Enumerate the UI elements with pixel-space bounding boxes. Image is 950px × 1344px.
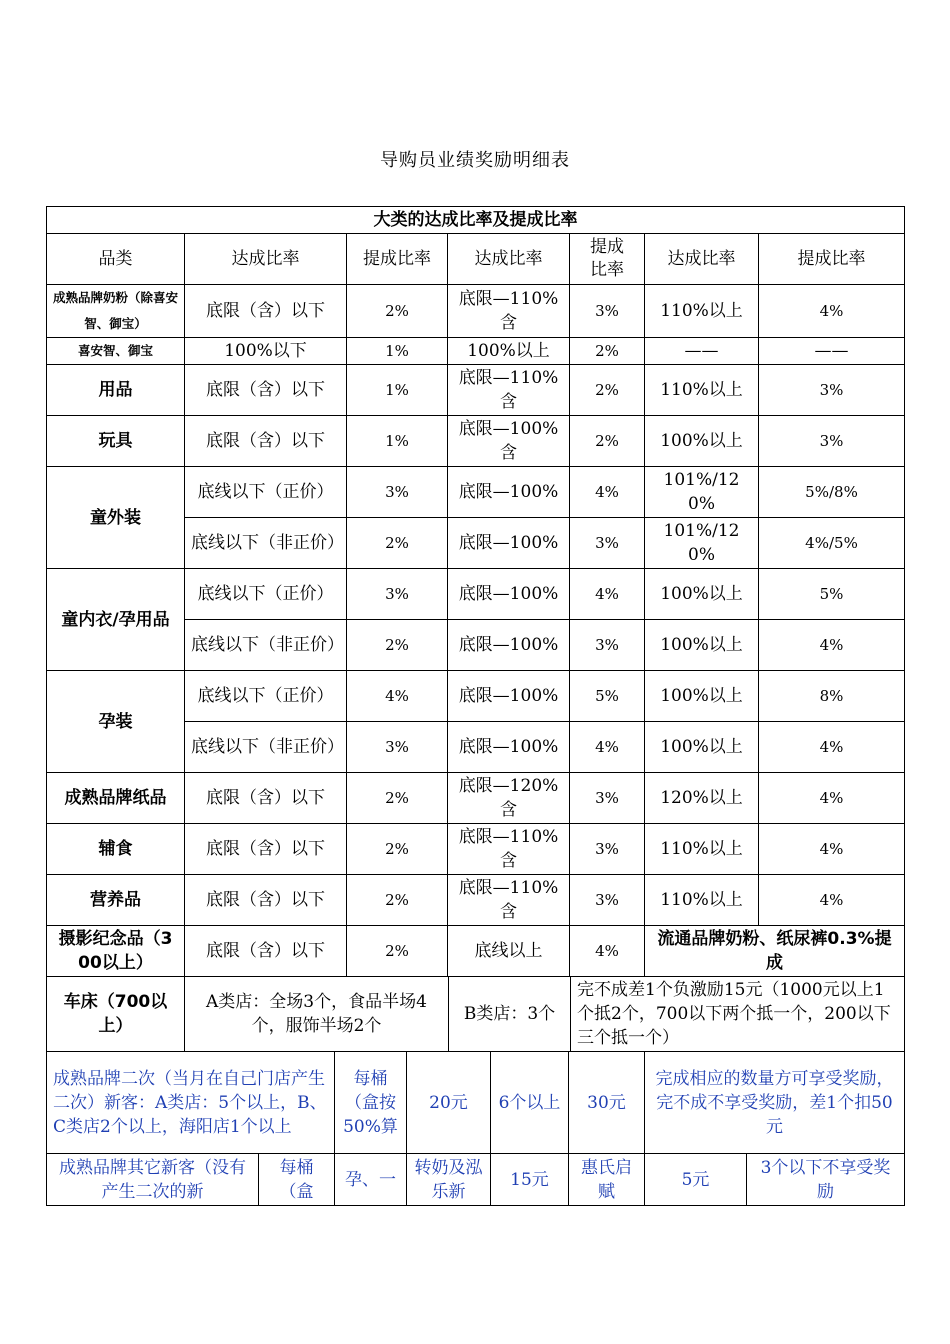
rate-cell: 3% [570, 773, 645, 824]
rate-cell: 3% [759, 416, 905, 467]
unit-cell: 每桶（盒按50%算 [335, 1052, 407, 1154]
achieve-cell: 底限—100% [448, 518, 570, 569]
achieve-cell: 底限（含）以下 [185, 875, 347, 926]
table-row [47, 365, 905, 416]
type-cell: 孕、一 [335, 1154, 407, 1206]
rate-cell: 4% [570, 569, 645, 620]
rate-cell: 2% [347, 285, 448, 338]
achieve-cell: 110%以上 [645, 824, 759, 875]
table-row [47, 416, 905, 467]
rate-cell: 1% [347, 365, 448, 416]
amount-cell: 5元 [645, 1154, 747, 1206]
note-cell: 3个以下不享受奖励 [747, 1154, 905, 1206]
achieve-cell: 底限（含）以下 [185, 365, 347, 416]
rate-cell: 4% [759, 722, 905, 773]
store-b-cell: B类店：3个 [449, 977, 571, 1052]
amount-cell: 15元 [491, 1154, 569, 1206]
rate-cell: 4% [570, 722, 645, 773]
rate-cell: 1% [347, 416, 448, 467]
achieve-cell: 110%以上 [645, 875, 759, 926]
achieve-cell: 110%以上 [645, 285, 759, 338]
achieve-cell: 101%/120% [645, 518, 759, 569]
achieve-cell: 底限—100%含 [448, 416, 570, 467]
header-cell: 品类 [47, 234, 185, 285]
rate-cell: 4% [347, 671, 448, 722]
table-row [47, 824, 905, 875]
category-cell: 孕装 [47, 671, 185, 773]
achieve-cell: 底限—110%含 [448, 365, 570, 416]
achieve-cell: 100%以上 [645, 569, 759, 620]
category-cell: 车床（700以上） [47, 977, 185, 1052]
achieve-cell: 100%以上 [645, 722, 759, 773]
rate-cell: 3% [347, 569, 448, 620]
achieve-cell: 底限（含）以下 [185, 416, 347, 467]
rate-cell: 1% [347, 338, 448, 365]
rate-cell: 3% [759, 365, 905, 416]
table-row [47, 773, 905, 824]
rate-cell: 2% [570, 416, 645, 467]
achieve-cell: 底限—110%含 [448, 875, 570, 926]
achieve-cell: 101%/120% [645, 467, 759, 518]
achieve-cell: 100%以下 [185, 338, 347, 365]
table-row [47, 338, 905, 365]
achieve-cell: 100%以上 [645, 620, 759, 671]
rate-cell: 3% [570, 518, 645, 569]
achieve-cell: 底限—100% [448, 467, 570, 518]
achieve-cell: 底限—100% [448, 722, 570, 773]
store-a-cell: A类店：全场3个，食品半场4个，服饰半场2个 [185, 977, 449, 1052]
table-row [47, 467, 905, 518]
header-row [47, 234, 905, 285]
achieve-cell: 100%以上 [448, 338, 570, 365]
rate-cell: 2% [347, 620, 448, 671]
achieve-cell: 底限—120%含 [448, 773, 570, 824]
achieve-cell: 100%以上 [645, 416, 759, 467]
note-cell: 完成相应的数量方可享受奖励，完不成不享受奖励，差1个扣50元 [645, 1052, 905, 1154]
rate-cell: 2% [570, 365, 645, 416]
unit-cell: 每桶（盒 [259, 1154, 335, 1206]
table-row [47, 671, 905, 722]
achieve-cell: 底线以下（非正价） [185, 722, 347, 773]
brand-cell: 惠氏启赋 [569, 1154, 645, 1206]
achieve-cell: 底线以下（非正价） [185, 620, 347, 671]
table-title: 大类的达成比率及提成比率 [47, 207, 905, 234]
rate-cell: 4% [759, 620, 905, 671]
header-cell: 提成比率 [759, 234, 905, 285]
rate-cell: 5% [759, 569, 905, 620]
table-row [47, 926, 905, 977]
achieve-cell: 底限—100% [448, 620, 570, 671]
rate-cell: 3% [570, 875, 645, 926]
achieve-cell: 底限—110%含 [448, 285, 570, 338]
header-cell: 提成比率 [347, 234, 448, 285]
achieve-cell: 底线以下（正价） [185, 467, 347, 518]
table-row [47, 285, 905, 338]
category-cell: 摄影纪念品（300以上） [47, 926, 185, 977]
category-cell: 辅食 [47, 824, 185, 875]
table-row [47, 1052, 905, 1154]
commission-table [46, 206, 905, 977]
rate-cell: 3% [570, 285, 645, 338]
category-cell: 童内衣/孕用品 [47, 569, 185, 671]
rate-cell: 4% [759, 773, 905, 824]
achieve-cell: 底限（含）以下 [185, 926, 347, 977]
note-cell: 完不成差1个负激励15元（1000元以上1个抵2个，700以下两个抵一个，200以下三个抵一个） [571, 977, 905, 1052]
achieve-cell: 底线以下（正价） [185, 569, 347, 620]
rate-cell: 4%/5% [759, 518, 905, 569]
achieve-cell: 底限—110%含 [448, 824, 570, 875]
achieve-cell: 110%以上 [645, 365, 759, 416]
table-row [47, 1154, 905, 1206]
rate-cell: —— [759, 338, 905, 365]
table-row [47, 569, 905, 620]
header-cell: 达成比率 [448, 234, 570, 285]
type-cell: 转奶及泓乐新 [407, 1154, 491, 1206]
achieve-cell: —— [645, 338, 759, 365]
table-row [47, 977, 905, 1052]
achieve-cell: 底限（含）以下 [185, 824, 347, 875]
condition-cell: 成熟品牌其它新客（没有产生二次的新 [47, 1154, 259, 1206]
header-cell: 提成 比率 [570, 234, 645, 285]
achieve-cell: 底限（含）以下 [185, 773, 347, 824]
rate-cell: 2% [347, 824, 448, 875]
rate-cell: 2% [347, 518, 448, 569]
category-cell: 成熟品牌纸品 [47, 773, 185, 824]
achieve-cell: 底线以上 [448, 926, 570, 977]
other-customer-table [46, 1153, 905, 1206]
achieve-cell: 100%以上 [645, 671, 759, 722]
rate-cell: 3% [347, 722, 448, 773]
category-cell: 童外装 [47, 467, 185, 569]
achieve-cell: 120%以上 [645, 773, 759, 824]
rate-cell: 4% [570, 926, 645, 977]
rate-cell: 2% [570, 338, 645, 365]
rate-cell: 4% [759, 285, 905, 338]
category-cell: 成熟品牌奶粉（除喜安智、御宝） [47, 285, 185, 338]
note-cell: 流通品牌奶粉、纸尿裤0.3%提成 [645, 926, 905, 977]
category-cell: 用品 [47, 365, 185, 416]
threshold-cell: 6个以上 [491, 1052, 569, 1154]
rate-cell: 4% [759, 824, 905, 875]
rate-cell: 4% [570, 467, 645, 518]
second-customer-table [46, 1051, 905, 1154]
document-title: 导购员业绩奖励明细表 [380, 150, 570, 171]
category-cell: 营养品 [47, 875, 185, 926]
rate-cell: 8% [759, 671, 905, 722]
category-cell: 喜安智、御宝 [47, 338, 185, 365]
rate-cell: 3% [570, 824, 645, 875]
rate-cell: 2% [347, 926, 448, 977]
rate-cell: 5% [570, 671, 645, 722]
amount-cell: 30元 [569, 1052, 645, 1154]
rate-cell: 2% [347, 875, 448, 926]
header-cell: 达成比率 [185, 234, 347, 285]
crib-table [46, 976, 905, 1052]
achieve-cell: 底限（含）以下 [185, 285, 347, 338]
condition-cell: 成熟品牌二次（当月在自己门店产生二次）新客：A类店：5个以上，B、C类店2个以上，海阳店1个以上 [47, 1052, 335, 1154]
achieve-cell: 底限—100% [448, 671, 570, 722]
category-cell: 玩具 [47, 416, 185, 467]
rate-cell: 5%/8% [759, 467, 905, 518]
table-row [47, 875, 905, 926]
rate-cell: 2% [347, 773, 448, 824]
achieve-cell: 底限—100% [448, 569, 570, 620]
rate-cell: 4% [759, 875, 905, 926]
amount-cell: 20元 [407, 1052, 491, 1154]
header-cell: 达成比率 [645, 234, 759, 285]
achieve-cell: 底线以下（非正价） [185, 518, 347, 569]
achieve-cell: 底线以下（正价） [185, 671, 347, 722]
rate-cell: 3% [570, 620, 645, 671]
rate-cell: 3% [347, 467, 448, 518]
